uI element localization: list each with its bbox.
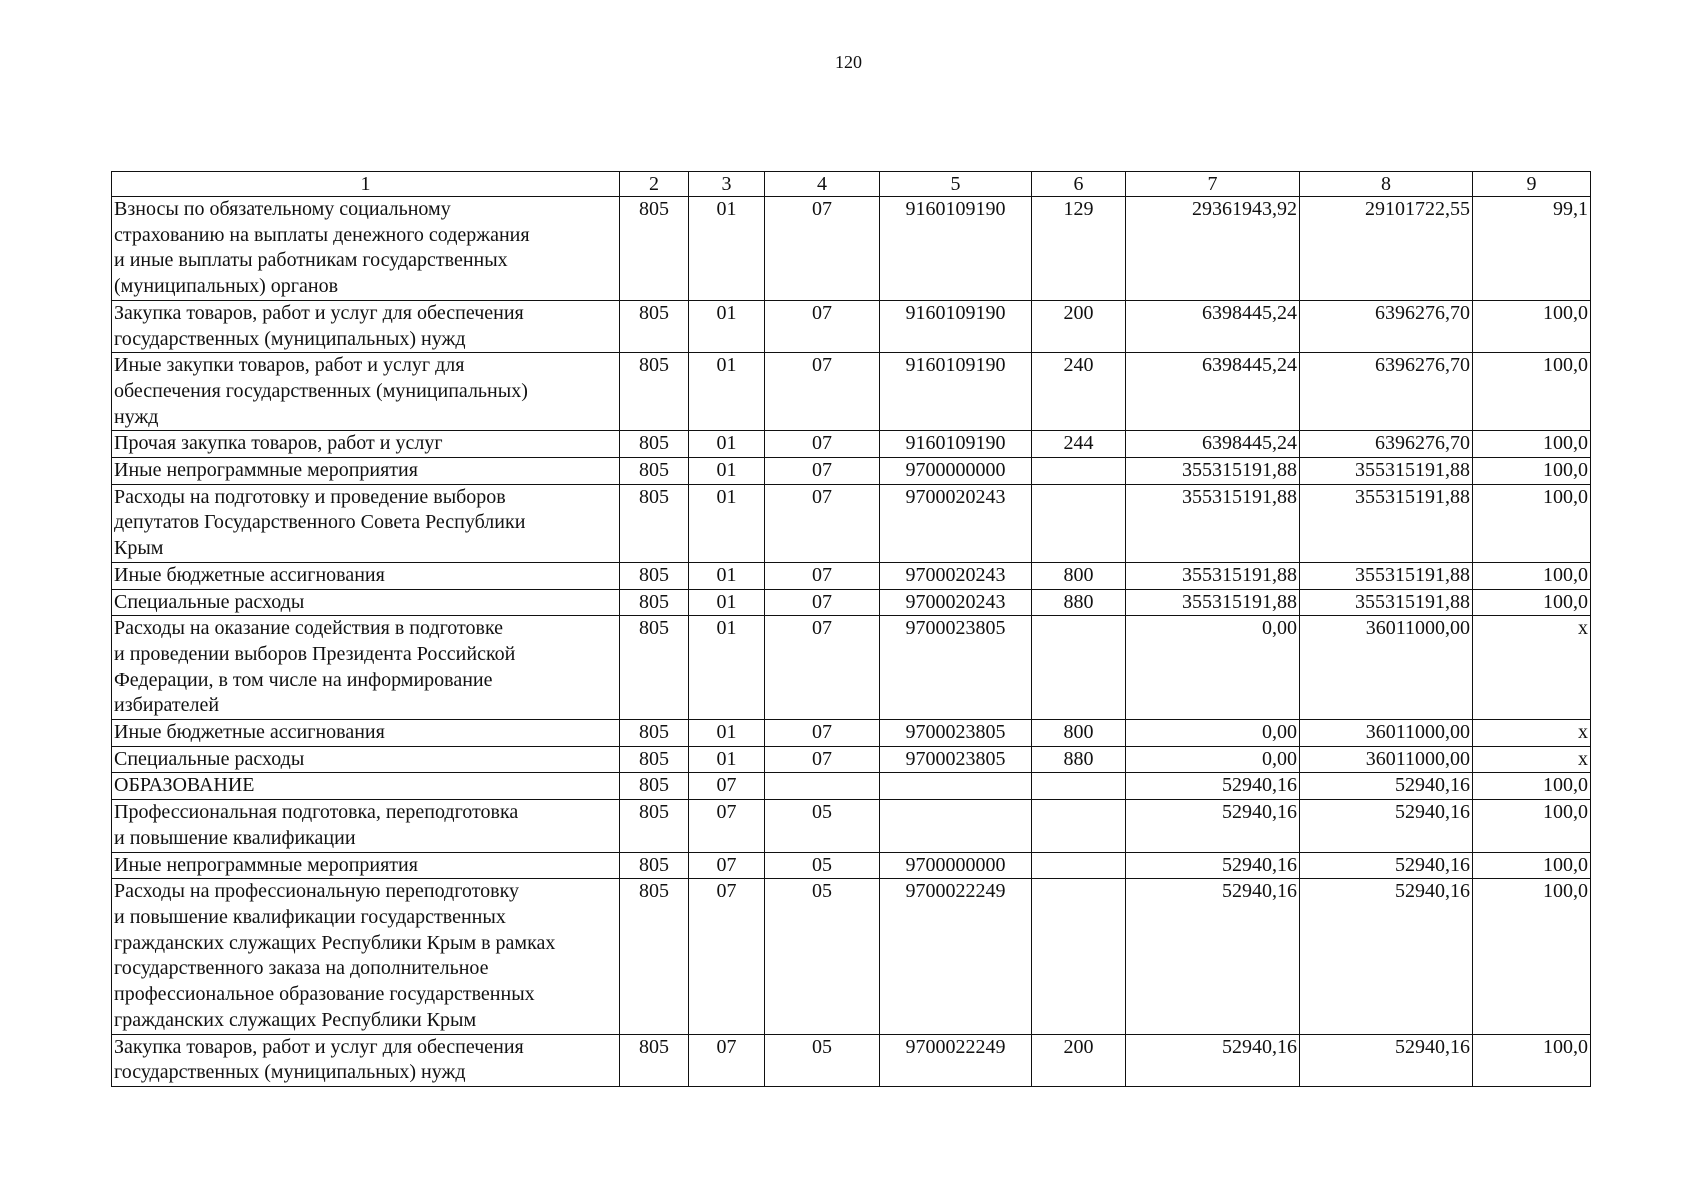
row-executed-amount: 355315191,88 [1300,589,1473,616]
row-name: Специальные расходы [112,589,620,616]
row-target-article [880,800,1032,852]
row-ministry-code: 805 [620,197,689,301]
row-ministry-code: 805 [620,562,689,589]
table-row [112,458,1591,485]
row-executed-amount: 52940,16 [1300,773,1473,800]
row-name: Расходы на профессиональную переподготовку и повышение квалификации государственных гражданских служащих Республики Крым в рамках государственного заказа на дополнительное профессиональное образование государственных гражданских служащих Республики Крым [112,879,620,1034]
row-executed-amount: 36011000,00 [1300,720,1473,747]
row-expense-type: 200 [1032,300,1126,352]
row-target-article: 9700023805 [880,616,1032,720]
row-planned-amount: 0,00 [1126,746,1300,773]
row-ministry-code: 805 [620,1034,689,1086]
row-section-code: 01 [689,746,765,773]
row-execution-percent: 100,0 [1473,562,1591,589]
header-col-3: 3 [689,172,765,197]
row-execution-percent: 99,1 [1473,197,1591,301]
row-ministry-code: 805 [620,616,689,720]
row-execution-percent: 100,0 [1473,353,1591,431]
row-planned-amount: 355315191,88 [1126,562,1300,589]
row-name: Взносы по обязательному социальному страхованию на выплаты денежного содержания и иные выплаты работникам государственных (муниципальных) органов [112,197,620,301]
table-row [112,589,1591,616]
row-executed-amount: 52940,16 [1300,879,1473,1034]
row-subsection-code: 07 [765,589,880,616]
row-planned-amount: 355315191,88 [1126,458,1300,485]
row-section-code: 07 [689,879,765,1034]
table-row [112,852,1591,879]
row-ministry-code: 805 [620,353,689,431]
row-expense-type [1032,852,1126,879]
row-executed-amount: 52940,16 [1300,1034,1473,1086]
row-expense-type: 800 [1032,720,1126,747]
row-execution-percent: 100,0 [1473,879,1591,1034]
row-expense-type: 880 [1032,589,1126,616]
header-col-7: 7 [1126,172,1300,197]
row-subsection-code: 05 [765,1034,880,1086]
row-ministry-code: 805 [620,484,689,562]
row-section-code: 01 [689,353,765,431]
row-target-article: 9700022249 [880,879,1032,1034]
row-section-code: 07 [689,773,765,800]
row-planned-amount: 52940,16 [1126,800,1300,852]
table-row [112,197,1591,301]
row-executed-amount: 36011000,00 [1300,616,1473,720]
budget-table [111,171,1591,1087]
header-col-6: 6 [1032,172,1126,197]
row-planned-amount: 52940,16 [1126,1034,1300,1086]
row-executed-amount: 355315191,88 [1300,562,1473,589]
row-name: Расходы на оказание содействия в подготовке и проведении выборов Президента Российской Федерации, в том числе на информирование избирателей [112,616,620,720]
row-target-article: 9160109190 [880,431,1032,458]
row-ministry-code: 805 [620,773,689,800]
row-section-code: 01 [689,458,765,485]
row-executed-amount: 6396276,70 [1300,300,1473,352]
row-planned-amount: 0,00 [1126,616,1300,720]
table-row [112,484,1591,562]
row-name: Иные непрограммные мероприятия [112,852,620,879]
row-planned-amount: 52940,16 [1126,852,1300,879]
row-ministry-code: 805 [620,879,689,1034]
row-name: Закупка товаров, работ и услуг для обеспечения государственных (муниципальных) нужд [112,300,620,352]
header-row [112,172,1591,197]
row-executed-amount: 6396276,70 [1300,431,1473,458]
row-target-article: 9700020243 [880,484,1032,562]
row-name: Иные закупки товаров, работ и услуг для обеспечения государственных (муниципальных) нужд [112,353,620,431]
table-row [112,773,1591,800]
row-section-code: 01 [689,589,765,616]
row-executed-amount: 355315191,88 [1300,484,1473,562]
row-expense-type: 129 [1032,197,1126,301]
row-target-article: 9700020243 [880,562,1032,589]
row-section-code: 07 [689,800,765,852]
row-section-code: 01 [689,431,765,458]
header-col-9: 9 [1473,172,1591,197]
row-ministry-code: 805 [620,746,689,773]
row-planned-amount: 6398445,24 [1126,300,1300,352]
table-row [112,746,1591,773]
row-executed-amount: 29101722,55 [1300,197,1473,301]
header-col-8: 8 [1300,172,1473,197]
row-target-article: 9700020243 [880,589,1032,616]
row-subsection-code: 07 [765,746,880,773]
row-name: Иные бюджетные ассигнования [112,720,620,747]
row-section-code: 01 [689,484,765,562]
row-section-code: 07 [689,852,765,879]
row-section-code: 01 [689,616,765,720]
row-execution-percent: 100,0 [1473,589,1591,616]
header-col-2: 2 [620,172,689,197]
row-ministry-code: 805 [620,720,689,747]
row-subsection-code: 07 [765,720,880,747]
row-ministry-code: 805 [620,300,689,352]
row-expense-type [1032,484,1126,562]
table-row [112,562,1591,589]
row-planned-amount: 52940,16 [1126,879,1300,1034]
row-expense-type [1032,616,1126,720]
row-expense-type: 240 [1032,353,1126,431]
table-row [112,353,1591,431]
row-execution-percent: х [1473,746,1591,773]
row-planned-amount: 6398445,24 [1126,353,1300,431]
row-subsection-code: 07 [765,431,880,458]
row-ministry-code: 805 [620,852,689,879]
row-section-code: 01 [689,300,765,352]
row-section-code: 01 [689,720,765,747]
row-execution-percent: х [1473,616,1591,720]
row-name: Прочая закупка товаров, работ и услуг [112,431,620,458]
row-planned-amount: 355315191,88 [1126,484,1300,562]
row-name: Профессиональная подготовка, переподготовка и повышение квалификации [112,800,620,852]
table-row [112,300,1591,352]
header-col-1: 1 [112,172,620,197]
row-target-article: 9700000000 [880,852,1032,879]
row-target-article: 9700000000 [880,458,1032,485]
row-execution-percent: 100,0 [1473,300,1591,352]
row-subsection-code: 07 [765,484,880,562]
row-subsection-code: 07 [765,353,880,431]
row-execution-percent: 100,0 [1473,773,1591,800]
row-planned-amount: 52940,16 [1126,773,1300,800]
row-execution-percent: 100,0 [1473,800,1591,852]
row-name: Иные непрограммные мероприятия [112,458,620,485]
row-target-article: 9700023805 [880,720,1032,747]
row-ministry-code: 805 [620,431,689,458]
row-ministry-code: 805 [620,589,689,616]
row-execution-percent: х [1473,720,1591,747]
row-section-code: 01 [689,562,765,589]
row-subsection-code: 07 [765,458,880,485]
row-executed-amount: 6396276,70 [1300,353,1473,431]
row-subsection-code [765,773,880,800]
header-col-5: 5 [880,172,1032,197]
row-ministry-code: 805 [620,800,689,852]
row-subsection-code: 05 [765,879,880,1034]
row-section-code: 01 [689,197,765,301]
row-ministry-code: 805 [620,458,689,485]
row-expense-type: 880 [1032,746,1126,773]
row-expense-type: 800 [1032,562,1126,589]
row-execution-percent: 100,0 [1473,431,1591,458]
row-target-article: 9160109190 [880,300,1032,352]
row-subsection-code: 07 [765,616,880,720]
row-name: ОБРАЗОВАНИЕ [112,773,620,800]
row-executed-amount: 52940,16 [1300,800,1473,852]
row-execution-percent: 100,0 [1473,458,1591,485]
header-col-4: 4 [765,172,880,197]
row-target-article [880,773,1032,800]
row-execution-percent: 100,0 [1473,484,1591,562]
row-name: Иные бюджетные ассигнования [112,562,620,589]
row-planned-amount: 29361943,92 [1126,197,1300,301]
row-expense-type [1032,458,1126,485]
row-expense-type [1032,800,1126,852]
table-row [112,800,1591,852]
row-target-article: 9160109190 [880,353,1032,431]
row-subsection-code: 07 [765,562,880,589]
row-subsection-code: 07 [765,300,880,352]
row-planned-amount: 0,00 [1126,720,1300,747]
row-executed-amount: 52940,16 [1300,852,1473,879]
row-execution-percent: 100,0 [1473,1034,1591,1086]
row-executed-amount: 355315191,88 [1300,458,1473,485]
row-expense-type [1032,879,1126,1034]
row-expense-type [1032,773,1126,800]
row-expense-type: 200 [1032,1034,1126,1086]
table-row [112,616,1591,720]
page-number: 120 [835,52,862,72]
row-name: Расходы на подготовку и проведение выборов депутатов Государственного Совета Республики Крым [112,484,620,562]
table-row [112,1034,1591,1086]
row-name: Специальные расходы [112,746,620,773]
row-section-code: 07 [689,1034,765,1086]
row-subsection-code: 05 [765,800,880,852]
row-planned-amount: 6398445,24 [1126,431,1300,458]
row-target-article: 9700023805 [880,746,1032,773]
row-execution-percent: 100,0 [1473,852,1591,879]
row-name: Закупка товаров, работ и услуг для обеспечения государственных (муниципальных) нужд [112,1034,620,1086]
row-subsection-code: 05 [765,852,880,879]
row-planned-amount: 355315191,88 [1126,589,1300,616]
row-executed-amount: 36011000,00 [1300,746,1473,773]
row-target-article: 9700022249 [880,1034,1032,1086]
table-row [112,720,1591,747]
table-row [112,431,1591,458]
table-row [112,879,1591,1034]
row-subsection-code: 07 [765,197,880,301]
row-expense-type: 244 [1032,431,1126,458]
row-target-article: 9160109190 [880,197,1032,301]
